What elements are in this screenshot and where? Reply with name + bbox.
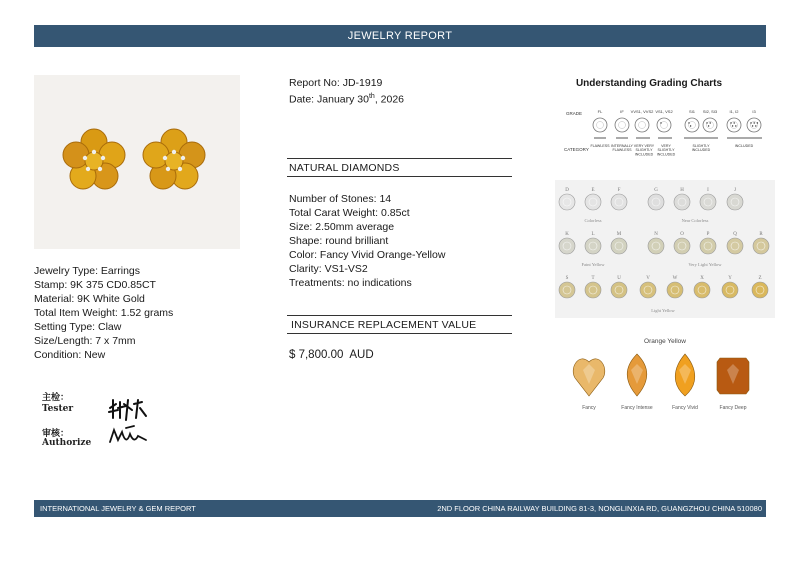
color-diamond-icon: [585, 194, 601, 210]
color-grade-letter: T: [591, 276, 595, 281]
color-chart-graphic: [555, 180, 775, 318]
color-diamond-icon: [694, 282, 710, 298]
inclusion-dot: [732, 125, 733, 126]
insurance-value: [289, 349, 374, 361]
clarity-grade-label: I3: [752, 109, 756, 114]
color-group-label: Colorless: [584, 218, 602, 223]
diamond-stones: Number of Stones: 14: [289, 193, 392, 205]
clarity-category-row-label: CATEGORY: [564, 147, 589, 152]
clarity-diamond-icon: [635, 118, 649, 132]
color-grade-letter: Q: [733, 232, 737, 237]
footer-bar: [34, 500, 766, 517]
color-group-label: Near Colorless: [681, 218, 709, 223]
color-grade-letter: J: [734, 188, 736, 193]
color-grade-letter: K: [565, 232, 569, 237]
clarity-grade-label: FL: [597, 109, 603, 114]
divider: [287, 176, 512, 177]
insurance-title: INSURANCE REPLACEMENT VALUE: [291, 319, 477, 331]
color-grade-letter: N: [654, 232, 658, 237]
inclusion-dot: [730, 122, 731, 123]
clarity-category-label: VERY VERY SLIGHTLY INCLUDED: [633, 144, 655, 157]
color-diamond-icon: [722, 282, 738, 298]
color-diamond-icon: [727, 238, 743, 254]
clarity-category-label: SLIGHTLY INCLUDED: [691, 144, 711, 153]
inclusion-dot: [710, 122, 711, 123]
left-earring: [63, 129, 125, 189]
authorize-label-cn: 审核：: [42, 429, 70, 439]
color-grade-letter: E: [591, 188, 595, 193]
clarity-grade-label: IF: [620, 109, 624, 114]
color-diamond-icon: [559, 282, 575, 298]
clarity-grade-label: VVS1, VVS2: [630, 109, 654, 114]
diamond-treatments: Treatments: no indications: [289, 277, 412, 289]
jewelry-size: Size/Length: 7 x 7mm: [34, 335, 136, 347]
color-chart: [555, 180, 775, 318]
clarity-grade-row-label: GRADE: [566, 111, 583, 116]
jewelry-stamp: Stamp: 9K 375 CD0.85CT: [34, 279, 156, 291]
color-grade-letter: F: [617, 188, 621, 193]
fancy-color-label: Fancy Deep: [719, 405, 747, 411]
clarity-diamond-icon: [703, 118, 717, 132]
clarity-chart-graphic: [562, 103, 770, 161]
color-diamond-icon: [648, 238, 664, 254]
divider: [287, 333, 512, 334]
clarity-diamond-icon: [657, 118, 671, 132]
inclusion-dot: [754, 122, 755, 123]
color-grade-letter: L: [591, 232, 595, 237]
color-diamond-icon: [611, 238, 627, 254]
color-diamond-icon: [559, 194, 575, 210]
report-title: JEWELRY REPORT: [347, 30, 453, 42]
inclusion-dot: [752, 125, 753, 126]
jewelry-condition: Condition: New: [34, 349, 106, 361]
right-earring: [143, 129, 205, 189]
jewelry-details: [34, 264, 173, 362]
insurance-currency: AUD: [349, 349, 374, 361]
inclusion-dot: [688, 122, 689, 123]
jewelry-material: Material: 9K White Gold: [34, 293, 145, 305]
clarity-category-label: INCLUDED: [734, 144, 754, 148]
inclusion-dot: [708, 125, 709, 126]
color-diamond-icon: [611, 194, 627, 210]
diamond-clarity: Clarity: VS1-VS2: [289, 263, 368, 275]
color-grade-letter: P: [706, 232, 710, 237]
color-grade-letter: S: [565, 276, 569, 281]
handwritten-signatures: [106, 396, 162, 454]
clarity-diamond-icon: [685, 118, 699, 132]
color-diamond-icon: [674, 194, 690, 210]
clarity-diamond-icon: [593, 118, 607, 132]
color-grade-letter: M: [616, 232, 622, 237]
color-group-label: Very Light Yellow: [688, 262, 722, 267]
jewelry-setting: Setting Type: Claw: [34, 321, 122, 333]
fancy-color-label: Fancy Intense: [621, 405, 653, 411]
color-grade-letter: Y: [728, 276, 732, 281]
fancy-color-label: Fancy: [582, 405, 596, 411]
inclusion-dot: [750, 122, 751, 123]
fancy-color-title: Orange Yellow: [644, 338, 686, 345]
color-diamond-icon: [700, 194, 716, 210]
clarity-chart: [562, 103, 770, 161]
color-diamond-icon: [611, 282, 627, 298]
inclusion-dot: [757, 122, 758, 123]
clarity-category-label: FLAWLESS: [590, 144, 610, 148]
fancy-diamond-group: [627, 354, 647, 396]
inclusion-dot: [755, 125, 756, 126]
color-grade-letter: X: [700, 276, 704, 281]
color-grade-letter: U: [617, 276, 621, 281]
diamond-shape: Shape: round brilliant: [289, 235, 389, 247]
insurance-amount: $ 7,800.00: [289, 349, 344, 361]
fancy-color-label: Fancy Vivid: [672, 405, 698, 411]
color-group-label: Faint Yellow: [581, 262, 605, 267]
divider: [287, 315, 512, 316]
diamond-details: [289, 192, 445, 290]
jewelry-weight: Total Item Weight: 1.52 grams: [34, 307, 174, 319]
color-grade-letter: D: [565, 188, 569, 193]
color-group-label: Light Yellow: [651, 308, 675, 313]
clarity-grade-label: SI1: [688, 109, 696, 114]
earrings-image: [34, 75, 240, 249]
color-grade-letter: G: [654, 188, 658, 193]
footer-company: INTERNATIONAL JEWELRY & GEM REPORT: [40, 504, 196, 513]
report-meta: [289, 76, 404, 107]
inclusion-dot: [735, 125, 736, 126]
color-diamond-icon: [640, 282, 656, 298]
color-diamond-icon: [752, 282, 768, 298]
inclusion-dot: [660, 122, 661, 123]
fancy-color-graphic: [565, 342, 765, 414]
color-grade-letter: O: [680, 232, 684, 237]
earrings-photo: [34, 75, 240, 249]
color-diamond-icon: [727, 194, 743, 210]
jewelry-type: Jewelry Type: Earrings: [34, 265, 141, 277]
divider: [287, 158, 512, 159]
clarity-grade-label: I1, I2: [729, 109, 739, 114]
color-diamond-icon: [674, 238, 690, 254]
color-grade-letter: Z: [758, 276, 762, 281]
fancy-diamond-group: [717, 358, 749, 394]
clarity-diamond-icon: [615, 118, 629, 132]
clarity-grade-label: SI2, SI3: [702, 109, 718, 114]
color-grade-letter: V: [646, 276, 650, 281]
color-diamond-icon: [585, 238, 601, 254]
report-number: Report No: JD-1919: [289, 77, 383, 89]
clarity-category-label: VERY SLIGHTLY INCLUDED: [656, 144, 676, 157]
report-header-bar: [34, 25, 766, 47]
diamond-color: Color: Fancy Vivid Orange-Yellow: [289, 249, 446, 261]
diamond-size: Size: 2.50mm average: [289, 221, 395, 233]
color-grade-letter: R: [759, 232, 763, 237]
signature-block: [36, 388, 166, 454]
diamond-carat: Total Carat Weight: 0.85ct: [289, 207, 410, 219]
clarity-diamond-icon: [747, 118, 761, 132]
color-diamond-icon: [585, 282, 601, 298]
inclusion-dot: [690, 125, 691, 126]
color-grade-letter: H: [680, 188, 684, 193]
authorize-label-en: Authorize: [42, 438, 92, 448]
color-diamond-icon: [559, 238, 575, 254]
report-date: Date: January 30th, 2026: [289, 93, 405, 106]
grading-charts-title: Understanding Grading Charts: [575, 78, 723, 89]
color-grade-letter: W: [672, 276, 678, 281]
footer-address: 2ND FLOOR CHINA RAILWAY BUILDING 81-3, NONGLINXIA RD, GUANGZHOU CHINA 510080: [437, 504, 762, 513]
fancy-diamond-group: [573, 359, 605, 396]
natural-diamonds-title: NATURAL DIAMONDS: [289, 162, 400, 174]
color-diamond-icon: [648, 194, 664, 210]
tester-label-cn: 主检：: [42, 393, 70, 403]
color-diamond-icon: [753, 238, 769, 254]
fancy-diamond-group: [675, 354, 695, 396]
color-diamond-icon: [667, 282, 683, 298]
clarity-grade-label: VS1, VS2: [655, 109, 673, 114]
fancy-color-chart: [565, 338, 765, 412]
color-diamond-icon: [700, 238, 716, 254]
tester-label-en: Tester: [42, 404, 74, 414]
inclusion-dot: [734, 122, 735, 123]
clarity-diamond-icon: [727, 118, 741, 132]
clarity-category-label: INTERNALLY FLAWLESS: [611, 144, 633, 153]
inclusion-dot: [706, 122, 707, 123]
color-grade-letter: I: [707, 188, 709, 193]
